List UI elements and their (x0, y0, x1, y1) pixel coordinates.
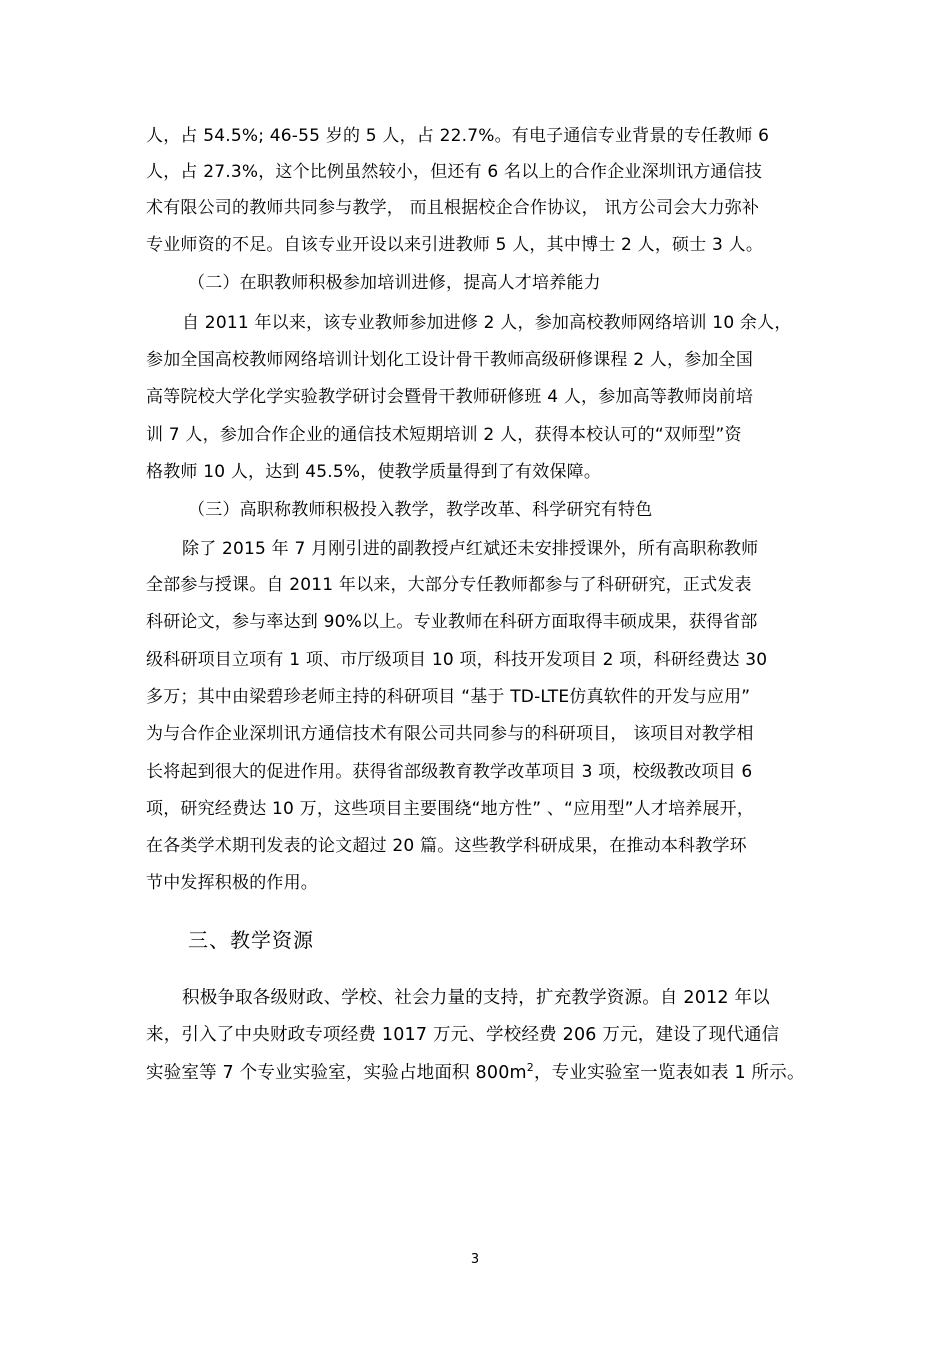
text-segment: 实验室等 7 个专业实验室，实验占地面积 800m (146, 1063, 527, 1083)
paragraph-line: 全部参与授课。自 2011 年以来，大部分专任教师都参与了科研研究，正式发表 (146, 575, 752, 595)
paragraph-line: 除了 2015 年 7 月刚引进的副教授卢红斌还未安排授课外，所有高职称教师 (182, 539, 759, 559)
paragraph-line: 积极争取各级财政、学校、社会力量的支持，扩充教学资源。自 2012 年以 (182, 988, 770, 1008)
subsection-heading: （二）在职教师积极参加培训进修，提高人才培养能力 (188, 273, 601, 293)
paragraph-line: 参加全国高校教师网络培训计划化工设计骨干教师高级研修课程 2 人，参加全国 (146, 350, 754, 370)
paragraph-line: 为与合作企业深圳讯方通信技术有限公司共同参与的科研项目， 该项目对教学相 (146, 724, 754, 744)
paragraph-line: 来，引入了中央财政专项经费 1017 万元、学校经费 206 万元，建设了现代通信 (146, 1025, 780, 1045)
paragraph-line: 科研论文，参与率达到 90%以上。专业教师在科研方面取得丰硕成果，获得省部 (146, 612, 758, 632)
paragraph-line: 人，占 27.3%，这个比例虽然较小，但还有 6 名以上的合作企业深圳讯方通信技 (146, 162, 763, 182)
subsection-heading: （三）高职称教师积极投入教学，教学改革、科学研究有特色 (188, 500, 653, 520)
paragraph-line: 在各类学术期刊发表的论文超过 20 篇。这些教学科研成果，在推动本科教学环 (146, 836, 747, 856)
paragraph-line (146, 1062, 805, 1084)
paragraph-line: 术有限公司的教师共同参与教学， 而且根据校企合作协议， 讯方公司会大力弥补 (146, 198, 760, 218)
paragraph-line: 项，研究经费达 10 万，这些项目主要围绕“地方性” 、“应用型”人才培养展开， (146, 799, 755, 819)
paragraph-line: 训 7 人，参加合作企业的通信技术短期培训 2 人，获得本校认可的“双师型”资 (146, 425, 742, 445)
paragraph-line: 多万；其中由梁碧珍老师主持的科研项目 “基于 TD-LTE仿真软件的开发与应用” (146, 687, 751, 707)
paragraph-line: 长将起到很大的促进作用。获得省部级教育教学改革项目 3 项，校级教改项目 6 (146, 762, 753, 782)
text-segment: ，专业实验室一览表如表 1 所示。 (533, 1063, 805, 1083)
paragraph-line: 人，占 54.5%; 46-55 岁的 5 人，占 22.7%。有电子通信专业背景的专任教师 6 (146, 126, 770, 146)
paragraph-line: 高等院校大学化学实验教学研讨会暨骨干教师研修班 4 人，参加高等教师岗前培 (146, 387, 754, 407)
page-number: 3 (470, 1252, 480, 1267)
superscript: 2 (526, 1061, 534, 1075)
paragraph-line: 节中发挥积极的作用。 (146, 873, 318, 893)
paragraph-line: 专业师资的不足。自该专业开设以来引进教师 5 人，其中博士 2 人，硕士 3 人。 (146, 235, 764, 255)
paragraph-line: 级科研项目立项有 1 项、市厅级项目 10 项，科技开发项目 2 项，科研经费达 30 (146, 650, 768, 670)
paragraph-line: 自 2011 年以来，该专业教师参加进修 2 人，参加高校教师网络培训 10 余人， (182, 313, 792, 333)
paragraph-line: 格教师 10 人，达到 45.5%，使教学质量得到了有效保障。 (146, 462, 602, 482)
section-heading: 三、教学资源 (188, 928, 314, 952)
